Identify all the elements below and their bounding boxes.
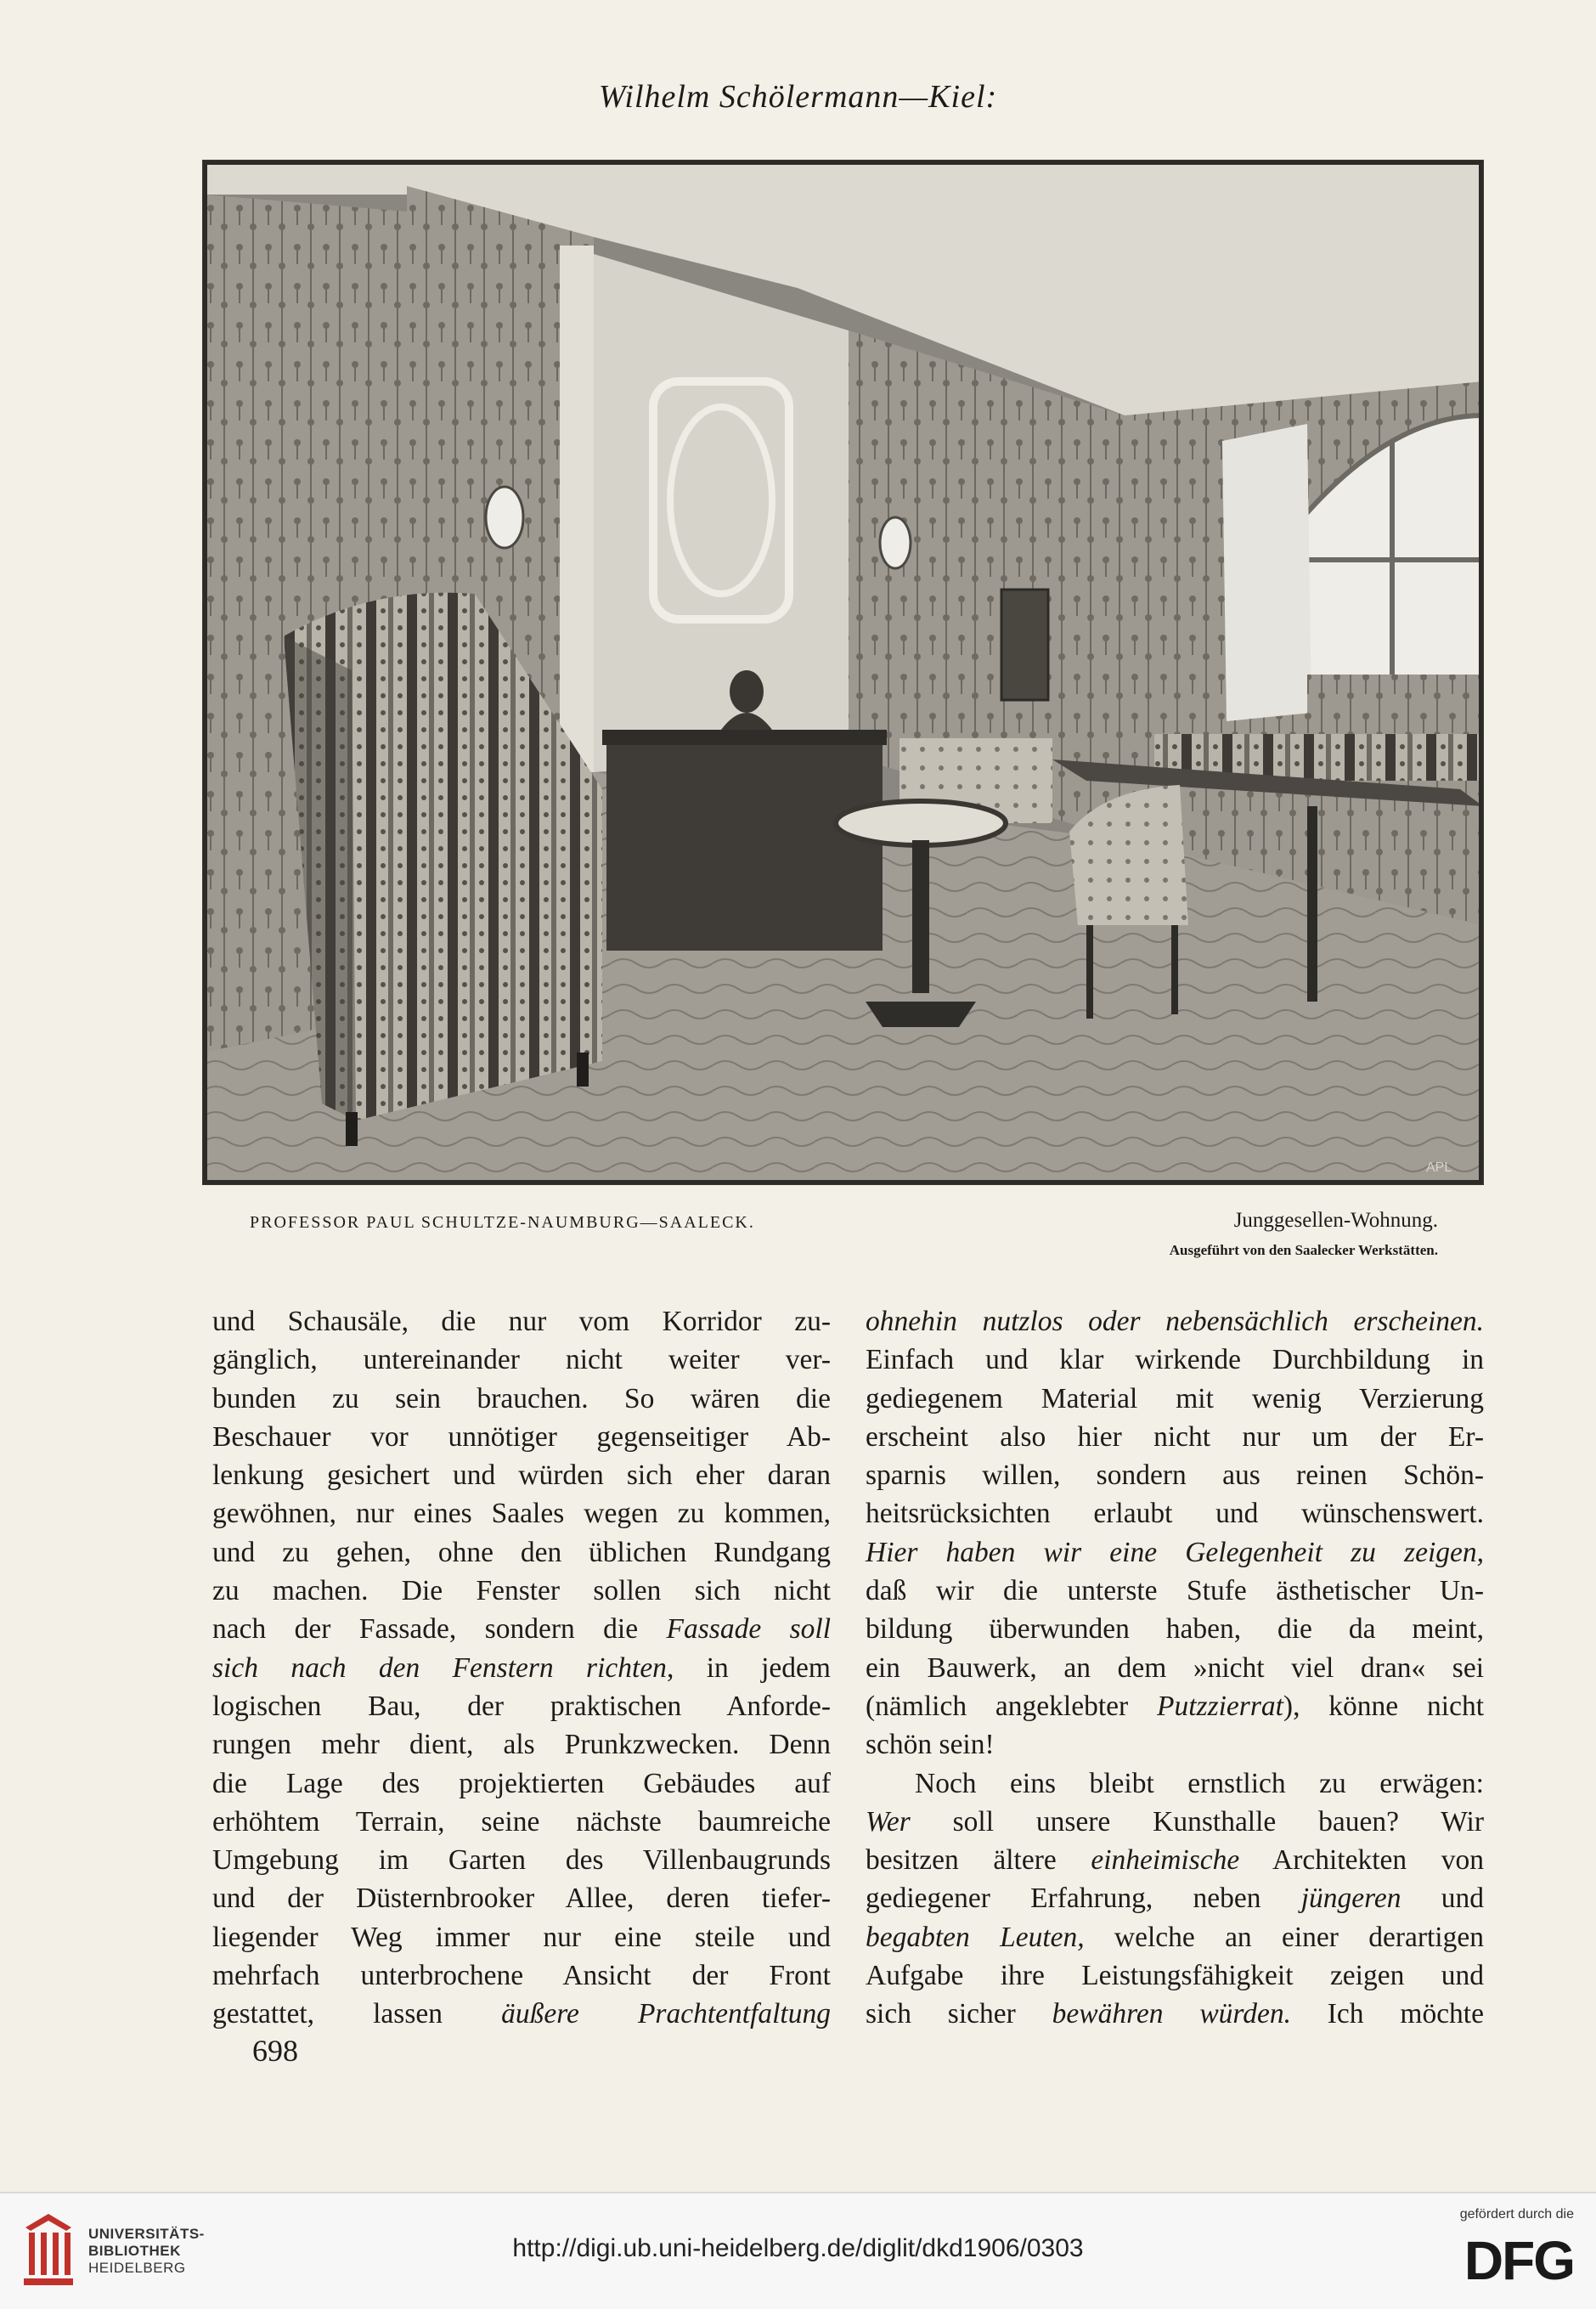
text-line: [212, 1879, 831, 1917]
text-line: [866, 1380, 1484, 1418]
text-line: [212, 1456, 831, 1494]
text-line: [866, 1725, 1484, 1764]
italic-text: bewähren würden.: [1052, 1998, 1291, 2030]
text-run: Ich möchte: [1290, 1998, 1484, 2030]
italic-text: ohnehin nutzlos oder nebensächlich erscheinen.: [866, 1306, 1484, 1337]
footer-bar: [0, 2192, 1596, 2309]
text-run: Umgebung im Garten des Villenbaugrunds: [212, 1844, 831, 1877]
text-line: [212, 1956, 831, 1995]
uni-name-line1: UNIVERSITÄTS-: [88, 2226, 205, 2242]
text-line: [212, 1918, 831, 1956]
text-line: [866, 1841, 1484, 1879]
text-line: [212, 1995, 831, 2033]
text-run: lenkung gesichert und würden sich eher daran: [212, 1459, 831, 1492]
text-run: liegender Weg immer nur eine steile und: [212, 1921, 831, 1953]
text-run: zu machen. Die Fenster sollen sich nicht: [212, 1575, 831, 1607]
text-run: Beschauer vor unnötiger gegenseitiger Ab-: [212, 1420, 831, 1453]
interior-photograph-drawing: [203, 161, 1483, 1184]
text-line: [212, 1687, 831, 1725]
text-run: Aufgabe ihre Leistungsfähigkeit zeigen und: [866, 1960, 1484, 1992]
italic-text: Putzzierrat: [1157, 1690, 1283, 1722]
text-run: Architekten von: [1239, 1844, 1484, 1877]
italic-text: jüngeren: [1300, 1883, 1401, 1915]
text-run: und: [1401, 1883, 1484, 1915]
text-run: sich sicher: [866, 1998, 1052, 2030]
text-line: [866, 1456, 1484, 1494]
text-line: [212, 1494, 831, 1533]
text-line: [866, 1879, 1484, 1917]
funded-by-label: gefördert durch die: [1459, 2207, 1574, 2221]
text-run: die Lage des projektierten Gebäudes auf: [212, 1767, 831, 1799]
text-line: [866, 1995, 1484, 2033]
text-line: [212, 1572, 831, 1610]
italic-text: einheimische: [1091, 1844, 1240, 1877]
text-run: rungen mehr dient, als Prunkzwecken. Denn: [212, 1729, 831, 1761]
dfg-logo: DFG: [1463, 2230, 1574, 2291]
text-line: [866, 1533, 1484, 1572]
text-run: soll unsere Kunsthalle bauen? Wir: [910, 1805, 1484, 1838]
text-line: [866, 1494, 1484, 1533]
caption-title: Junggesellen-Wohnung.: [1233, 1209, 1438, 1232]
text-line: [866, 1572, 1484, 1610]
text-line: [866, 1956, 1484, 1995]
page-number: 698: [252, 2034, 298, 2068]
italic-text: äußere Prachtentfaltung: [501, 1998, 831, 2030]
text-line: [866, 1803, 1484, 1841]
text-line: [866, 1418, 1484, 1456]
text-run: (nämlich angeklebter: [866, 1690, 1158, 1722]
text-run: erhöhtem Terrain, seine nächste baumreiche: [212, 1805, 831, 1838]
caption-subtitle: Ausgeführt von den Saalecker Werkstätten.: [1169, 1242, 1438, 1258]
text-run: welche an einer derartigen: [1084, 1921, 1484, 1953]
text-line: [212, 1803, 831, 1841]
text-line: [866, 1687, 1484, 1725]
text-line: [866, 1649, 1484, 1687]
text-line: [866, 1341, 1484, 1379]
text-run: und Schausäle, die nur vom Korridor zu-: [212, 1306, 831, 1337]
italic-text: Hier haben wir eine Gelegenheit zu zeigen,: [866, 1536, 1484, 1568]
text-run: nach der Fassade, sondern die: [212, 1613, 667, 1646]
text-line: [212, 1418, 831, 1456]
italic-text: sich nach den Fenstern richten: [212, 1651, 667, 1684]
text-run: gediegenem Material mit wenig Verzierung: [866, 1382, 1484, 1414]
text-line: [212, 1841, 831, 1879]
uni-name-line3: HEIDELBERG: [88, 2260, 186, 2276]
text-run: gänglich, untereinander nicht weiter ver-: [212, 1344, 831, 1376]
text-line: [212, 1302, 831, 1341]
italic-text: Wer: [866, 1805, 911, 1838]
text-run: heitsrücksichten erlaubt und wünschenswert.: [866, 1498, 1484, 1530]
text-line: [866, 1610, 1484, 1648]
text-run: erscheint also hier nicht nur um der Er-: [866, 1420, 1484, 1453]
text-run: sparnis willen, sondern aus reinen Schön-: [866, 1459, 1484, 1492]
text-run: bunden zu sein brauchen. So wären die: [212, 1382, 831, 1414]
italic-text: begabten Leuten,: [866, 1921, 1085, 1953]
text-line: [212, 1764, 831, 1803]
text-run: ein Bauwerk, an dem »nicht viel dran« sei: [866, 1651, 1484, 1684]
photo-watermark: APL: [1426, 1160, 1452, 1175]
uni-name-line2: BIBLIOTHEK: [88, 2243, 181, 2259]
text-run: und der Düsternbrooker Allee, deren tiefer-: [212, 1883, 831, 1915]
text-run: Einfach und klar wirkende Durchbildung in: [866, 1344, 1484, 1376]
running-head: Wilhelm Schölermann—Kiel:: [598, 79, 998, 115]
text-column-left: [212, 1302, 831, 2034]
text-run: logischen Bau, der praktischen Anforde-: [212, 1690, 831, 1722]
text-line: [212, 1341, 831, 1379]
interior-photograph: [202, 160, 1484, 1185]
text-run: ), könne nicht: [1283, 1690, 1485, 1722]
text-run: und zu gehen, ohne den üblichen Rundgang: [212, 1536, 831, 1568]
text-run: bildung überwunden haben, die da meint,: [866, 1613, 1484, 1646]
italic-text: Fassade soll: [666, 1613, 832, 1646]
text-line: [212, 1725, 831, 1764]
text-line: [212, 1533, 831, 1572]
text-run: daß wir die unterste Stufe ästhetischer Un-: [866, 1575, 1484, 1607]
text-line: [212, 1610, 831, 1648]
text-run: gewöhnen, nur eines Saales wegen zu kommen,: [212, 1498, 831, 1530]
text-run: , in jedem: [666, 1651, 831, 1684]
text-run: besitzen ältere: [866, 1844, 1091, 1877]
text-line: [866, 1918, 1484, 1956]
text-run: gediegener Erfahrung, neben: [866, 1883, 1301, 1915]
permalink-url[interactable]: http://digi.ub.uni-heidelberg.de/diglit/dkd1906/0303: [512, 2234, 1084, 2262]
text-line: [866, 1302, 1484, 1341]
text-run: Noch eins bleibt ernstlich zu erwägen:: [915, 1767, 1484, 1799]
caption-architect: PROFESSOR PAUL SCHULTZE-NAUMBURG—SAALECK.: [250, 1213, 755, 1232]
text-run: gestattet, lassen: [212, 1998, 502, 2030]
text-line: [866, 1764, 1484, 1803]
text-line: [212, 1649, 831, 1687]
text-run: schön sein!: [866, 1729, 995, 1761]
text-run: mehrfach unterbrochene Ansicht der Front: [212, 1960, 831, 1992]
text-column-right: [866, 1302, 1484, 2034]
text-line: [212, 1380, 831, 1418]
